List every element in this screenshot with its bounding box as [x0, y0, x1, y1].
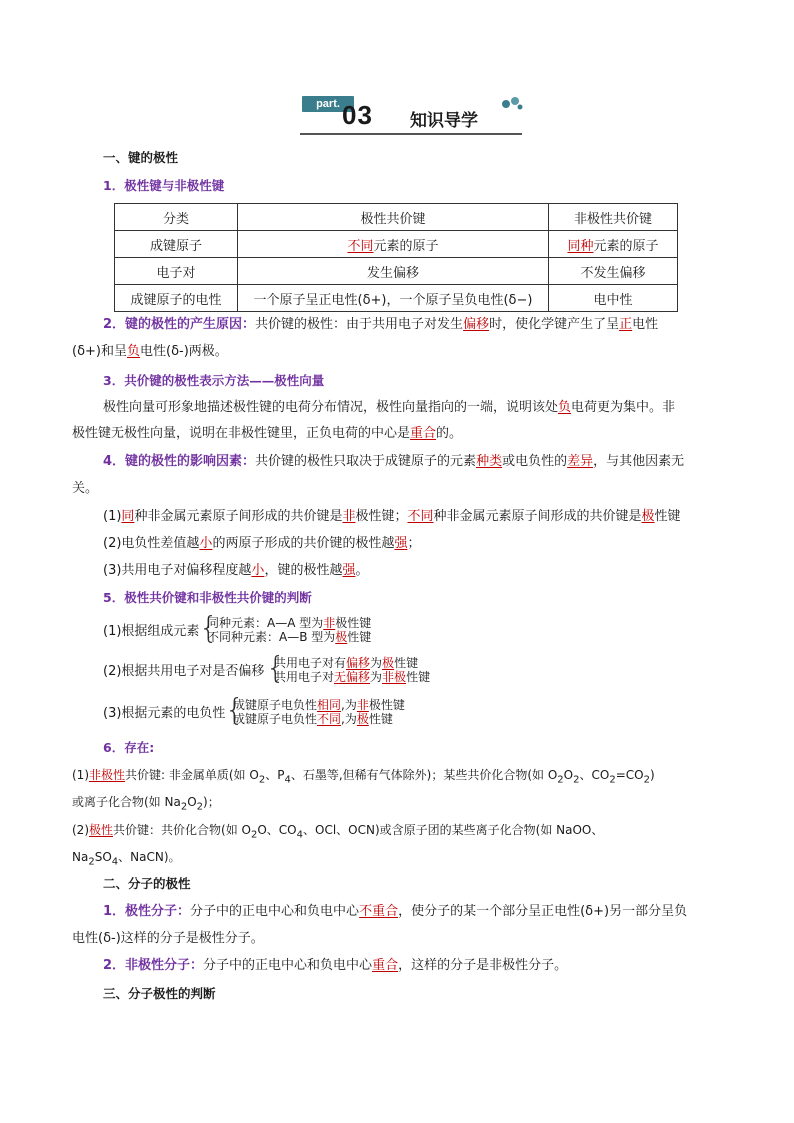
section-heading: 一、键的极性 [103, 150, 179, 165]
table-cell: 一个原子呈正电性(δ+)，一个原子呈负电性(δ−) [238, 285, 549, 312]
fill-blank: 小 [199, 536, 213, 551]
existence-line1: (1)非极性共价键: 非金属单质(如 $O_2$、$P_4$、石墨等,但稀有气体除外)；某些共价化合物(如 $O_2O_2$、$CO_2=CO_2$) [72, 768, 655, 786]
table-cell: 电中性 [549, 285, 678, 312]
paragraph-vector-line2: 极性键无极性向量，说明在非极性键里，正负电荷的中心是重合的。 [72, 426, 463, 441]
table-row [115, 285, 678, 312]
paragraph-vector-line1: 极性向量可形象地描述极性键的电荷分布情况，极性向量指向的一端，说明该处负电荷更为集中。非 [103, 400, 676, 415]
table-cell: 分类 [115, 204, 238, 231]
group-items: 共用电子对有偏移为极性键 共用电子对无偏移为非极性键 [274, 656, 431, 684]
fill-blank: 同种 [567, 238, 594, 254]
fill-blank: 种类 [476, 454, 503, 469]
factor-item-3: (3)共用电子对偏移程度越小，键的极性越强。 [103, 563, 369, 578]
bond-comparison-table [114, 203, 678, 312]
section-heading: 三、分子极性的判断 [103, 986, 216, 1001]
judgement-group-2 [103, 651, 503, 690]
paragraph-heading: 5．极性共价键和非极性共价键的判断 [103, 590, 312, 605]
fill-blank: 极 [641, 509, 655, 524]
fill-blank: 非 [342, 509, 356, 524]
fill-blank: 差异 [567, 454, 594, 469]
fill-blank: 非极性 [89, 768, 126, 782]
banner-underline [300, 133, 522, 135]
table-cell: 不发生偏移 [549, 258, 678, 285]
part-number: 03 [342, 100, 373, 130]
fill-blank: 强 [342, 563, 356, 578]
decorative-dots-icon [500, 95, 524, 111]
fill-blank: 小 [251, 563, 265, 578]
paragraph-heading: 4．键的极性的影响因素： [103, 454, 256, 469]
banner-title: 知识导学 [410, 111, 478, 131]
factor-item-1: (1)同种非金属元素原子间形成的共价键是非极性键；不同种非金属元素原子间形成的共价键是极性键 [103, 509, 681, 524]
fill-blank: 极性 [89, 823, 114, 837]
existence-line4: $Na_2SO_4$、NaCN)。 [72, 850, 181, 868]
table-cell: 非极性共价键 [549, 204, 678, 231]
table-cell: 极性共价键 [238, 204, 549, 231]
table-cell: 不同元素的原子 [238, 231, 549, 258]
existence-line3: (2)极性共价键：共价化合物(如 $O_2O$、$CO_4$、OCl、OCN)或含原子团的某些离子化合物(如 NaOO、 [72, 823, 604, 841]
section-heading: 二、分子的极性 [103, 876, 191, 891]
judgement-group-1 [103, 611, 503, 650]
subsection-heading: 1．极性键与非极性键 [103, 178, 225, 193]
table-cell: 成键原子的电性 [115, 285, 238, 312]
factor-item-2: (2)电负性差值越小的两原子形成的共价键的极性越强； [103, 536, 421, 551]
polar-molecule-line2: 电性(δ-)这样的分子是极性分子。 [72, 931, 264, 946]
fill-blank: 同 [121, 509, 135, 524]
brace-icon: { [266, 651, 286, 686]
paragraph-heading: 2．非极性分子： [103, 958, 204, 973]
section-banner [300, 95, 522, 137]
table-cell: 成键原子 [115, 231, 238, 258]
fill-blank: 不同 [347, 238, 374, 254]
existence-line2: 或离子化合物(如 $Na_2O_2$)； [72, 795, 220, 813]
fill-blank: 不重合 [359, 904, 399, 919]
paragraph-heading: 2．键的极性的产生原因： [103, 317, 256, 332]
paragraph-cause-line2: (δ+)和呈负电性(δ-)两极。 [72, 344, 228, 359]
table-cell: 同种元素的原子 [549, 231, 678, 258]
fill-blank: 负 [127, 344, 141, 359]
brace-icon: { [225, 693, 245, 728]
polar-molecule-line1: 1．极性分子：分子中的正电中心和负电中心不重合，使分子的某一个部分呈正电性(δ+)另一部分呈负 [103, 904, 688, 919]
nonpolar-molecule-line: 2．非极性分子：分子中的正电中心和负电中心重合，这样的分子是非极性分子。 [103, 958, 568, 973]
table-cell: 电子对 [115, 258, 238, 285]
judgement-group-3 [103, 693, 503, 732]
fill-blank: 重合 [372, 958, 399, 973]
group-items: 成键原子电负性相同,为非极性键 成键原子电负性不同,为极性键 [233, 698, 405, 726]
paragraph-cause-line1: 2．键的极性的产生原因：共价键的极性：由于共用电子对发生偏移时，使化学键产生了呈正电性 [103, 317, 659, 332]
paragraph-factors-line1: 4．键的极性的影响因素：共价键的极性只取决于成键原子的元素种类或电负性的差异，与其他因素无 [103, 454, 685, 469]
fill-blank: 偏移 [463, 317, 490, 332]
fill-blank: 负 [558, 400, 572, 415]
table-row [115, 258, 678, 285]
paragraph-heading: 6．存在: [103, 740, 155, 755]
group-items: 同种元素：A—A 型为非极性键 不同种元素：A—B 型为极性键 [207, 616, 372, 644]
group-label: (3)根据元素的电负性 [103, 706, 226, 721]
part-tag: part. [302, 96, 354, 112]
table-cell: 发生偏移 [238, 258, 549, 285]
fill-blank: 强 [394, 536, 408, 551]
group-label: (2)根据共用电子对是否偏移 [103, 664, 265, 679]
paragraph-heading: 3．共价键的极性表示方法——极性向量 [103, 373, 325, 388]
fill-blank: 不同 [407, 509, 434, 524]
table-row [115, 231, 678, 258]
table-row [115, 204, 678, 231]
fill-blank: 重合 [410, 426, 437, 441]
paragraph-factors-line2: 关。 [72, 481, 99, 496]
paragraph-heading: 1．极性分子： [103, 904, 191, 919]
group-label: (1)根据组成元素 [103, 624, 200, 639]
brace-icon: { [199, 611, 219, 646]
fill-blank: 正 [619, 317, 633, 332]
